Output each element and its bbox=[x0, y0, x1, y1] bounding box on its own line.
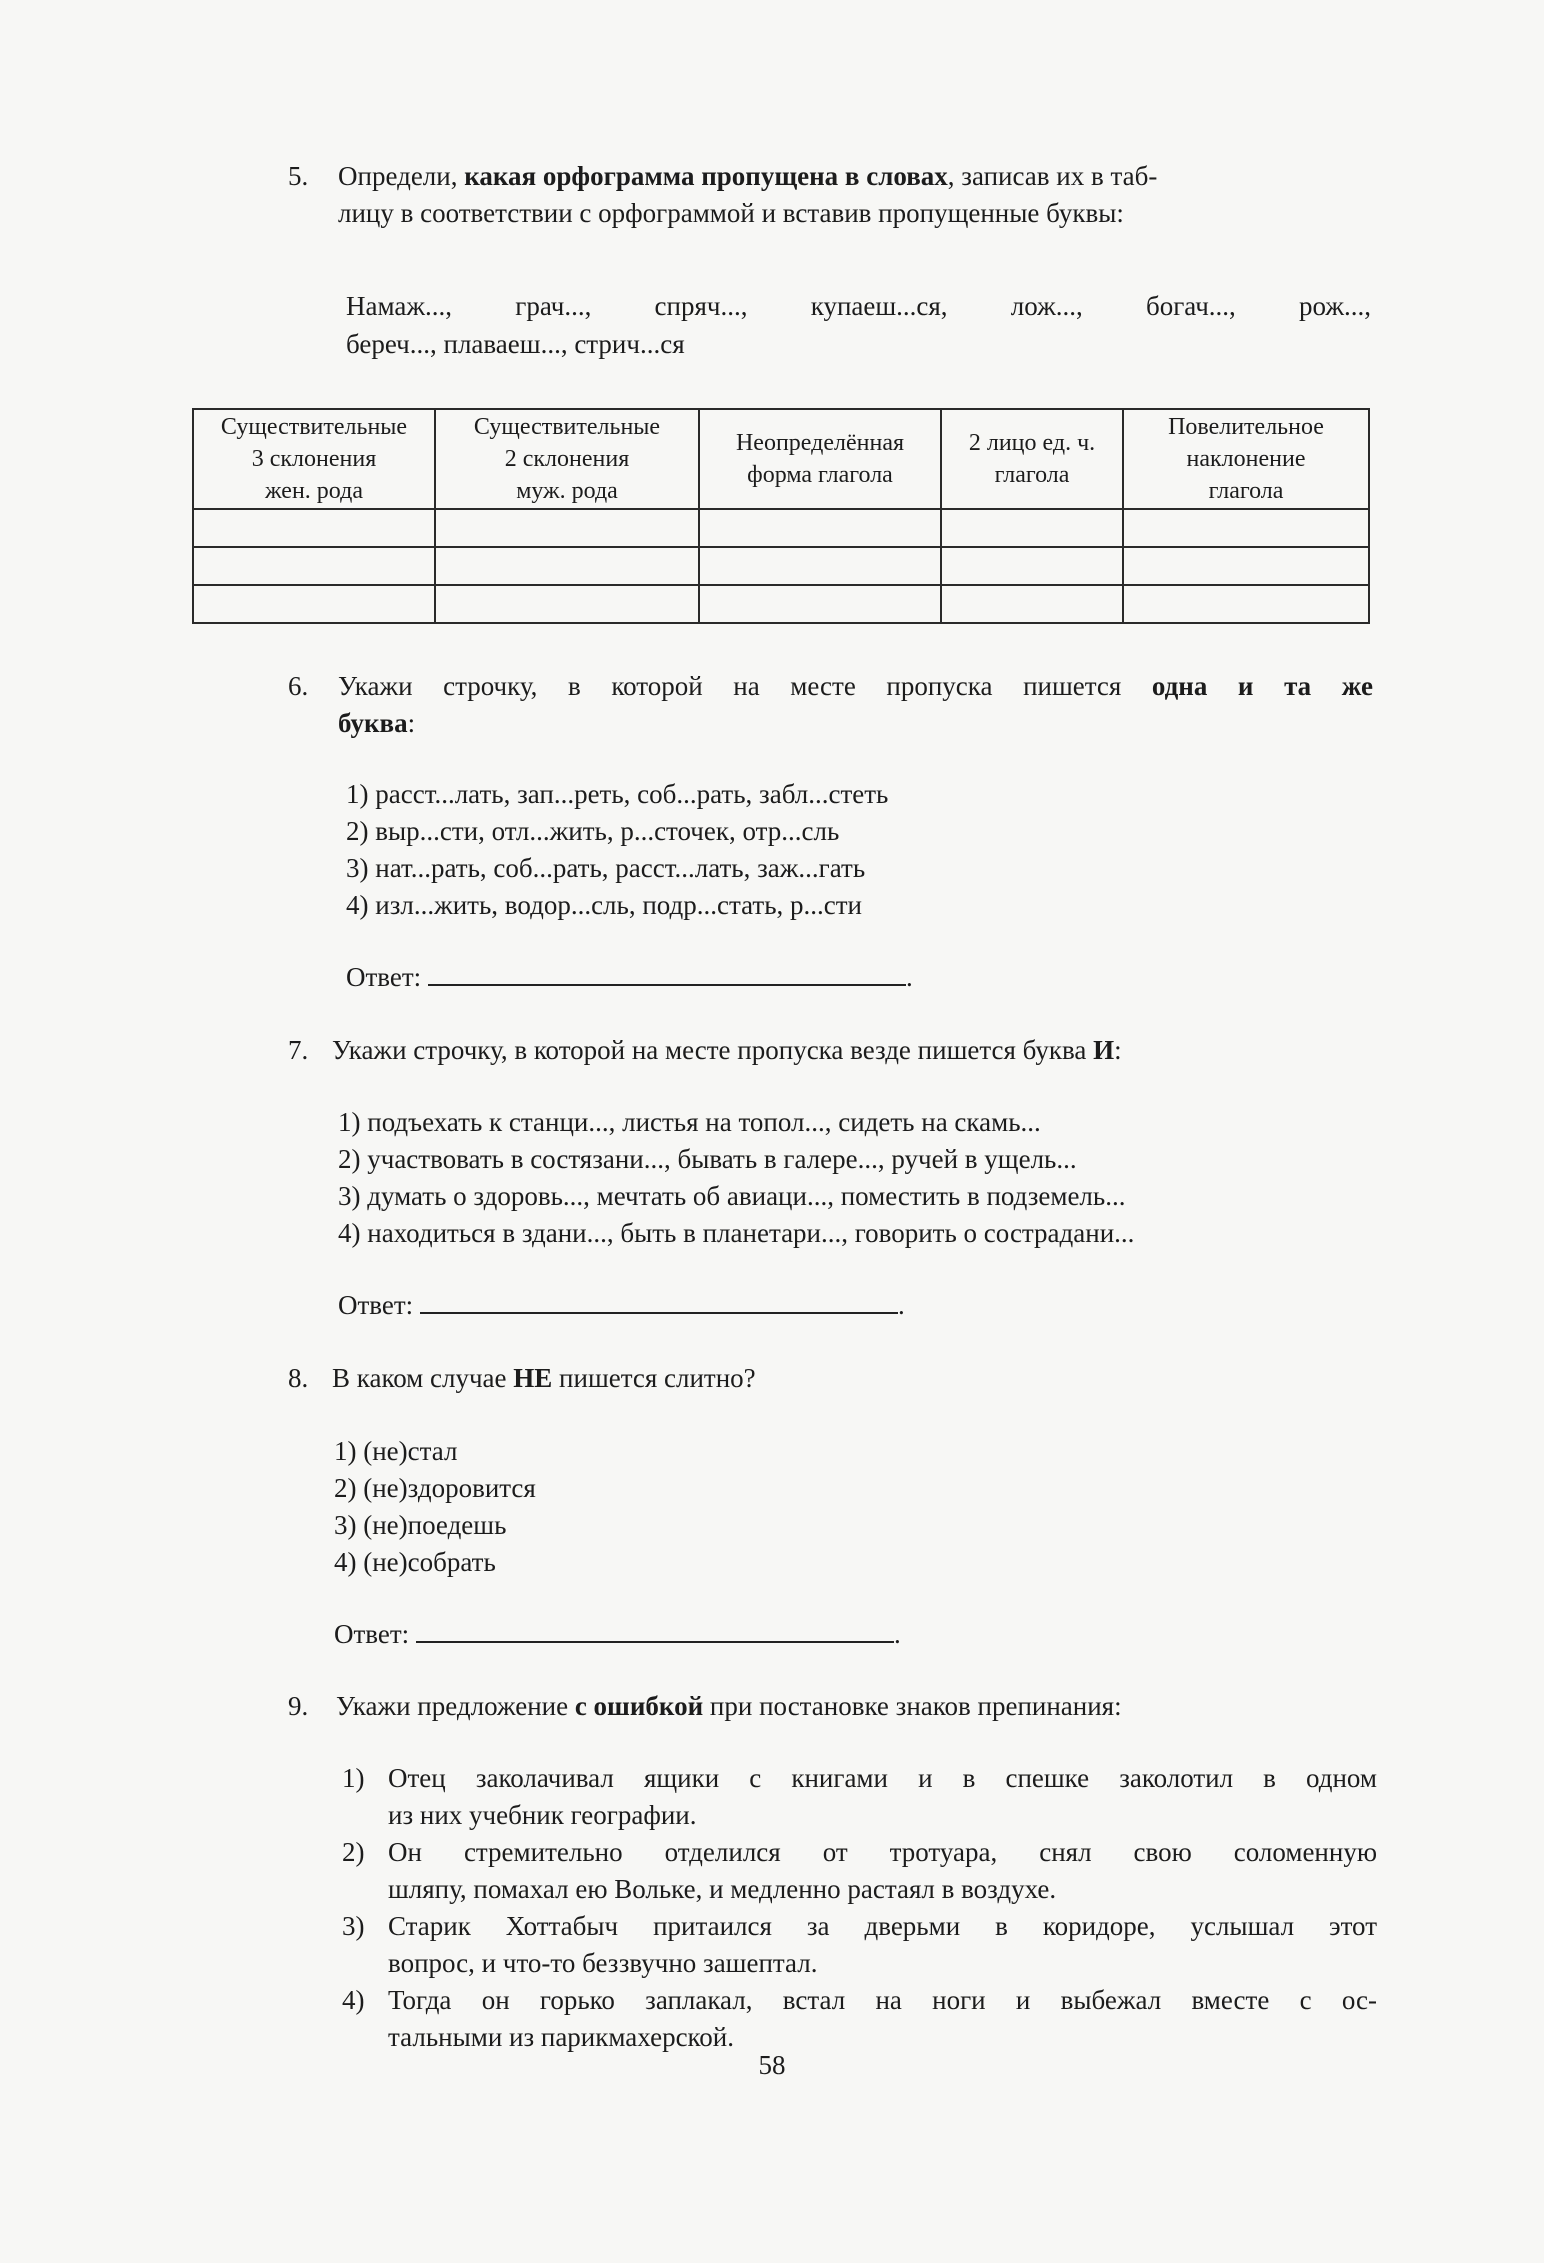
answer-option: 3) думать о здоровь..., мечтать об авиаци..., поместить в подземель... bbox=[338, 1181, 1126, 1211]
answer-option: 1) подъехать к станци..., листья на топол..., сидеть на скамь... bbox=[338, 1107, 1041, 1137]
task-9-options bbox=[342, 1760, 1377, 2056]
table-header-cell: Повелительное наклонение глагола bbox=[1123, 409, 1369, 509]
table-header-cell: Существительные 2 склонения муж. рода bbox=[435, 409, 699, 509]
table-cell[interactable] bbox=[699, 547, 941, 585]
table-header-cell: Существительные 3 склонения жен. рода bbox=[193, 409, 435, 509]
answer-option: 4) Тогда он горько заплакал, встал на ноги и выбежал вместе с ос- тальными из парикмахерской. bbox=[342, 1985, 1377, 2052]
word-list bbox=[346, 287, 1371, 363]
answer-option: 2) (не)здоровится bbox=[334, 1473, 536, 1503]
answer-blank[interactable] bbox=[416, 1617, 894, 1643]
task-prompt-line: В каком случае НЕ пишется слитно? bbox=[332, 1363, 756, 1393]
answer-line: Ответ: . bbox=[346, 962, 913, 992]
task-prompt-line: Укажи строчку, в которой на месте пропуска пишется одна и та же bbox=[338, 671, 1373, 701]
answer-option: 2) участвовать в состязани..., бывать в галере..., ручей в ущель... bbox=[338, 1144, 1077, 1174]
answer-line: Ответ: . bbox=[338, 1290, 905, 1320]
answer-option: 4) изл...жить, водор...сль, подр...стать, р...сти bbox=[346, 890, 862, 920]
table-cell[interactable] bbox=[941, 547, 1123, 585]
answer-label: Ответ: bbox=[334, 1619, 410, 1649]
table-row bbox=[193, 547, 1369, 585]
task-prompt-line: буква: bbox=[338, 708, 416, 738]
table-cell[interactable] bbox=[699, 585, 941, 623]
answer-option: 4) (не)собрать bbox=[334, 1547, 496, 1577]
table-cell[interactable] bbox=[193, 585, 435, 623]
task-prompt-line: Укажи строчку, в которой на месте пропуска везде пишется буква И: bbox=[332, 1035, 1122, 1065]
task-number: 7. bbox=[288, 1035, 309, 1065]
table-cell[interactable] bbox=[1123, 585, 1369, 623]
page-number: 58 bbox=[758, 2050, 786, 2080]
table-cell[interactable] bbox=[435, 547, 699, 585]
task-7-options bbox=[338, 1104, 1134, 1252]
answer-option: 1) Отец заколачивал ящики с книгами и в спешке заколотил в одном из них учебник географии. bbox=[342, 1763, 1377, 1830]
task-prompt-line: Определи, какая орфограмма пропущена в словах, записав их в таб- bbox=[338, 161, 1158, 191]
table-cell[interactable] bbox=[941, 509, 1123, 547]
answer-blank[interactable] bbox=[428, 960, 906, 986]
task-number: 5. bbox=[288, 161, 309, 191]
answer-label: Ответ: bbox=[346, 962, 422, 992]
table-header-cell: 2 лицо ед. ч. глагола bbox=[941, 409, 1123, 509]
table-row bbox=[193, 585, 1369, 623]
table-cell[interactable] bbox=[193, 547, 435, 585]
task-number: 8. bbox=[288, 1363, 309, 1393]
answer-option: 1) (не)стал bbox=[334, 1436, 458, 1466]
table-cell[interactable] bbox=[435, 585, 699, 623]
answer-option: 3) нат...рать, соб...рать, расст...лать, заж...гать bbox=[346, 853, 866, 883]
table-row bbox=[193, 509, 1369, 547]
answer-option: 3) Старик Хоттабыч притаился за дверьми в коридоре, услышал этот вопрос, и что-то беззвучно зашептал. bbox=[342, 1911, 1377, 1978]
table-header-cell: Неопределённая форма глагола bbox=[699, 409, 941, 509]
task-6-options bbox=[346, 776, 888, 924]
answer-label: Ответ: bbox=[338, 1290, 414, 1320]
task-number: 6. bbox=[288, 671, 309, 701]
table-cell[interactable] bbox=[941, 585, 1123, 623]
table-cell[interactable] bbox=[1123, 509, 1369, 547]
answer-option: 2) Он стремительно отделился от тротуара, снял свою соломенную шляпу, помахал ею Вольке, и медленно растаял в воздухе. bbox=[342, 1837, 1377, 1904]
word-list-line: Намаж..., грач..., спряч..., купаеш...ся, лож..., богач..., рож..., bbox=[346, 291, 1371, 321]
task-8-options bbox=[334, 1433, 536, 1581]
table-cell[interactable] bbox=[699, 509, 941, 547]
answer-option: 3) (не)поедешь bbox=[334, 1510, 507, 1540]
orthogram-table bbox=[192, 408, 1370, 624]
answer-option: 2) выр...сти, отл...жить, р...сточек, отр...сль bbox=[346, 816, 840, 846]
table-cell[interactable] bbox=[435, 509, 699, 547]
answer-blank[interactable] bbox=[420, 1288, 898, 1314]
table-cell[interactable] bbox=[1123, 547, 1369, 585]
task-number: 9. bbox=[288, 1691, 309, 1721]
answer-line: Ответ: . bbox=[334, 1619, 901, 1649]
task-prompt-line: Укажи предложение с ошибкой при постановке знаков препинания: bbox=[336, 1691, 1122, 1721]
table-cell[interactable] bbox=[193, 509, 435, 547]
task-prompt-line: лицу в соответствии с орфограммой и вставив пропущенные буквы: bbox=[338, 198, 1124, 228]
table-header-row bbox=[193, 409, 1369, 509]
answer-option: 4) находиться в здани..., быть в планетари..., говорить о сострадани... bbox=[338, 1218, 1135, 1248]
answer-option: 1) расст...лать, зап...реть, соб...рать, забл...стеть bbox=[346, 779, 889, 809]
word-list-line: береч..., плаваеш..., стрич...ся bbox=[346, 329, 685, 359]
